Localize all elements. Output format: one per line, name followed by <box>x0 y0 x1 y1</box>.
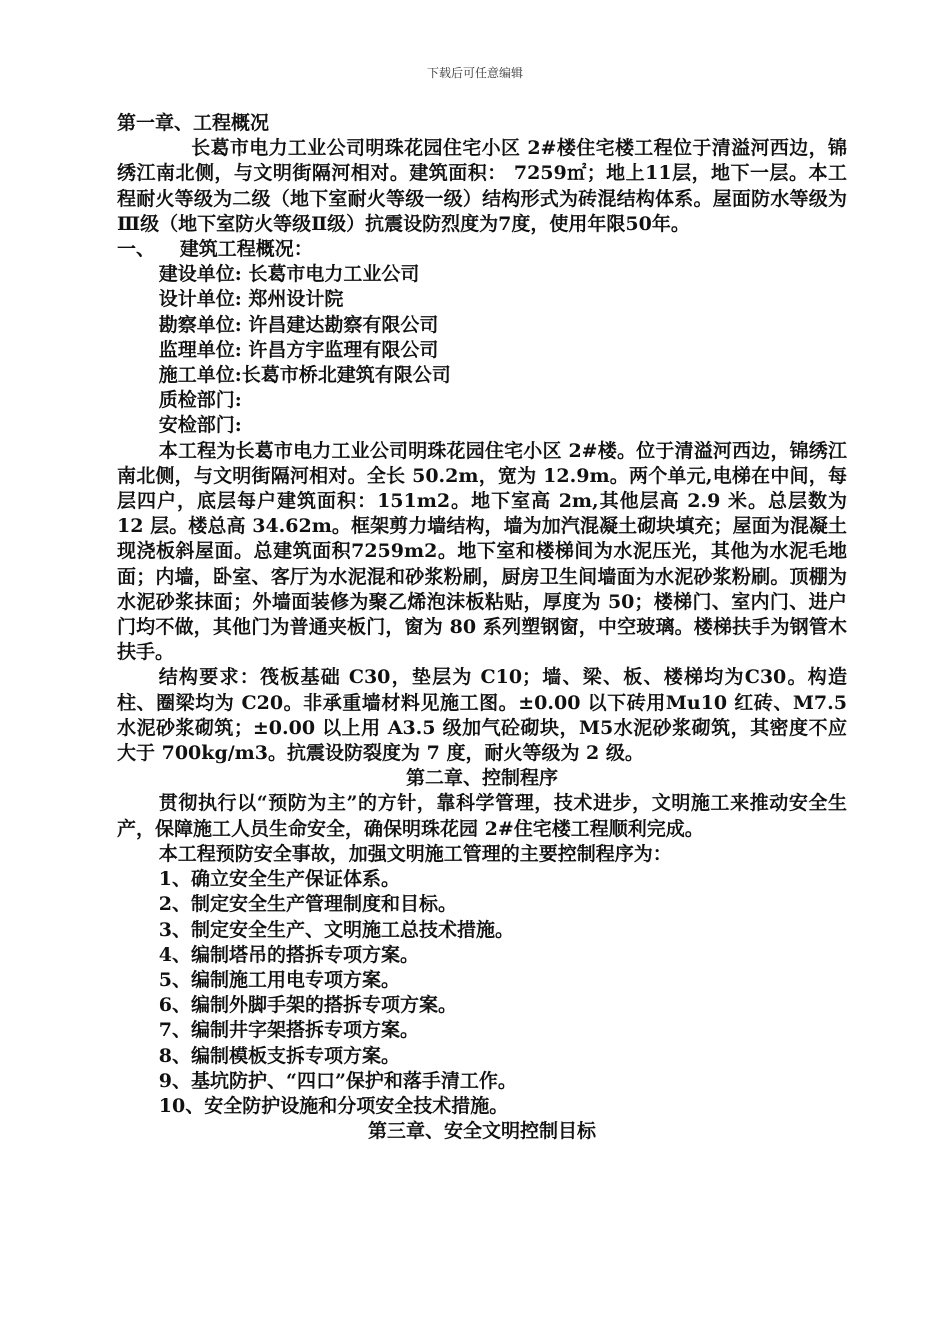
chapter1-intro: 长葛市电力工业公司明珠花园住宅小区 2#楼住宅楼工程位于清溢河西边，锦绣江南北侧，与文明街隔河相对。建筑面积： 7259㎡；地上11层，地下一层。本工程耐火等级为二级（地下室耐火等级一级）结构形式为砖混结构体系。屋面防水等级为Ⅲ级（地下室防火等级Ⅱ级）抗震设防烈度为7度，使用年限50年。 <box>117 137 847 235</box>
unit-quality-dept: 质检部门: <box>158 389 242 412</box>
unit-safety-dept: 安检部门: <box>158 414 242 437</box>
list-item: 10、安全防护设施和分项安全技术措施。 <box>158 1094 509 1117</box>
unit-contractor: 施工单位:长葛市桥北建筑有限公司 <box>158 364 451 387</box>
section-number: 一、 <box>117 238 156 261</box>
list-item: 2、制定安全生产管理制度和目标。 <box>158 893 458 916</box>
page-header-note: 下载后可任意编辑 <box>426 66 523 80</box>
list-item: 7、编制井字架搭拆专项方案。 <box>158 1019 420 1042</box>
unit-construction: 建设单位: 长葛市电力工业公司 <box>158 263 420 286</box>
document-body <box>117 111 847 1144</box>
chapter2-intro: 贯彻执行以“预防为主”的方针，靠科学管理，技术进步，文明施工来推动安全生产，保障施工人员生命安全，确保明珠花园 2#住宅楼工程顺利完成。 <box>117 792 847 840</box>
chapter2-title: 第二章、控制程序 <box>405 767 558 790</box>
list-item: 1、确立安全生产保证体系。 <box>158 868 401 891</box>
list-item: 4、编制塔吊的搭拆专项方案。 <box>158 943 420 966</box>
chapter2-list-intro: 本工程预防安全事故，加强文明施工管理的主要控制程序为： <box>158 842 672 865</box>
list-item: 8、编制模板支拆专项方案。 <box>158 1044 401 1067</box>
list-item: 9、基坑防护、“四口”保护和落手清工作。 <box>158 1069 517 1092</box>
list-item: 6、编制外脚手架的搭拆专项方案。 <box>158 994 458 1017</box>
unit-design: 设计单位: 郑州设计院 <box>158 288 344 311</box>
section-heading <box>117 237 847 262</box>
unit-supervision: 监理单位: 许昌方宇监理有限公司 <box>158 338 439 361</box>
list-item: 5、编制施工用电专项方案。 <box>158 968 401 991</box>
structure-requirements: 结构要求：筏板基础 C30，垫层为 C10；墙、梁、板、楼梯均为C30。构造柱、圈梁均为 C20。非承重墙材料见施工图。±0.00 以下砖用Mu10 红砖、M7.5 水泥砂浆砌筑；±0.00 以上用 A3.5 级加气砼砌块，M5水泥砂浆砌筑，其密度不应大于 700kg/m3。抗震设防裂度为 7 度，耐火等级为 2 级。 <box>117 666 847 765</box>
list-item: 3、制定安全生产、文明施工总技术措施。 <box>158 918 515 941</box>
chapter1-title: 第一章、工程概况 <box>117 112 270 134</box>
project-description: 本工程为长葛市电力工业公司明珠花园住宅小区 2#楼。位于清溢河西边，锦绣江南北侧，与文明街隔河相对。全长 50.2m，宽为 12.9m。两个单元,电梯在中间，每层四户，底层每户建筑面积：151m2。地下室高 2m,其他层高 2.9 米。总层数为 12 层。楼总高 34.62m。框架剪力墙结构，墙为加汽混凝土砌块填充；屋面为混凝土现浇板斜屋面。总建筑面积7259m2。地下室和楼梯间为水泥压光，其他为水泥毛地面；内墙，卧室、客厅为水泥混和砂浆粉刷，厨房卫生间墙面为水泥砂浆粉刷。顶棚为水泥砂浆抹面；外墙面装修为聚乙烯泡沫板粘贴，厚度为 50；楼梯门、室内门、进户门均不做，其他门为普通夹板门，窗为 80 系列塑钢窗，中空玻璃。楼梯扶手为钢管木扶手。 <box>117 439 847 664</box>
unit-survey: 勘察单位: 许昌建达勘察有限公司 <box>158 313 439 336</box>
section-title: 建筑工程概况： <box>179 238 313 261</box>
chapter3-title: 第三章、安全文明控制目标 <box>367 1120 596 1143</box>
